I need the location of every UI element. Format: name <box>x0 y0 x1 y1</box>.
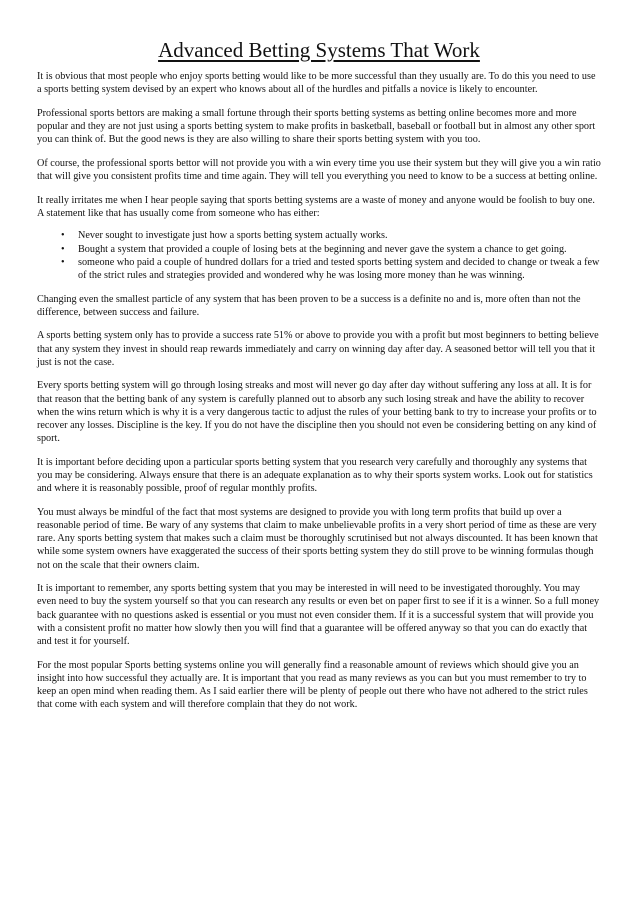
page-title: Advanced Betting Systems That Work <box>158 38 480 62</box>
list-item <box>61 229 601 242</box>
paragraph: Professional sports bettors are making a small fortune through their sports betting systems as betting online becomes more and more popular and they are not just using a sports betting system to make profits in basketball, baseball or football but in almost any other sport you can think of. But the good news is they are also willing to share their sports betting system with you too. <box>37 107 596 146</box>
list-item-text: Bought a system that provided a couple of losing bets at the beginning and never gave the system a chance to get going. <box>78 243 567 255</box>
paragraph: It is obvious that most people who enjoy sports betting would like to be more successful than they usually are. To do this you need to use a sports betting system devised by an expert who knows about all of the hurdles and pitfalls a novice is likely to encounter. <box>37 71 596 96</box>
list-item <box>61 256 601 282</box>
paragraph: It really irritates me when I hear people saying that sports betting systems are a waste of money and anyone would be foolish to buy one. A statement like that has usually come from someone who has either: <box>37 194 595 219</box>
bullet-list <box>37 229 601 282</box>
paragraph: It is important before deciding upon a particular sports betting system that you research very carefully and thoroughly any systems that you may be considering. Always ensure that there is an adequate explanation as to why their sports system works. Look out for statistics and where it is reasonably possible, proof of regular monthly profits. <box>37 456 593 495</box>
list-item <box>61 243 601 256</box>
list-item-text: Never sought to investigate just how a sports betting system actually works. <box>78 230 388 242</box>
bullet-icon: • <box>61 243 65 255</box>
paragraph: For the most popular Sports betting systems online you will generally find a reasonable amount of reviews which should give you an insight into how successful they actually are. It is important that you read as many reviews as you can but you must remember to try to keep an open mind when reading them. As I said earlier there will be plenty of people out there who have not adhered to the strict rules that come with each system and will therefore complain that they do not work. <box>37 659 588 711</box>
list-item-text: someone who paid a couple of hundred dollars for a tried and tested sports betting system and decided to change or tweak a few of the strict rules and strategies provided and wondered why he was losing more money than he was winning. <box>78 256 600 281</box>
paragraph: A sports betting system only has to provide a success rate 51% or above to provide you with a profit but most beginners to betting believe that any system they invest in should reap rewards immediately and carry on winning day after day. A seasoned bettor will tell you that it just is not the case. <box>37 330 599 368</box>
bullet-icon: • <box>61 256 65 268</box>
paragraph: It is important to remember, any sports betting system that you may be interested in will need to be investigated thoroughly. You may even need to buy the system yourself so that you can research any results or even bet on paper first to see if it is a winner. So a full money back guarantee with no questions asked is essential or you must not even consider them. If it is a successful system that will provide you with a consistent profit no matter how slowly then you will find that a guarantee will be offered anyway so that you can do exactly that and test it for yourself. <box>37 583 600 648</box>
paragraph: Every sports betting system will go through losing streaks and most will never go day after day without suffering any loss at all. It is for that reason that the betting bank of any system is carefully planned out to absorb any such losing streak and have the ability to recover when the wins return which is why it is a very dangerous tactic to adjust the rules of your betting bank to try to increase your profits or to recover any losses. Discipline is the key. If you do not have the discipline then you should not even be considering betting on any kind of sport. <box>37 380 597 445</box>
paragraph: You must always be mindful of the fact that most systems are designed to provide you with long term profits that build up over a reasonable period of time. Be wary of any systems that claim to make unbelievable profits in a very short period of time as these are very rare. Any sports betting system that makes such a claim must be thoroughly scrutinised but not always discounted. It has been known that while some system owners have exaggerated the success of their sports betting system they do still prove to be winning formulas though not on the scale that their owners claim. <box>37 506 598 571</box>
bullet-icon: • <box>61 230 65 242</box>
paragraph: Changing even the smallest particle of any system that has been proven to be a success is a definite no and is, more often than not the difference, between success and failure. <box>37 293 581 318</box>
paragraph: Of course, the professional sports bettor will not provide you with a win every time you use their system but they will give you a win ratio that will give you consistent profits time and time again. They will tell you everything you need to know to be a success at betting online. <box>37 157 601 182</box>
